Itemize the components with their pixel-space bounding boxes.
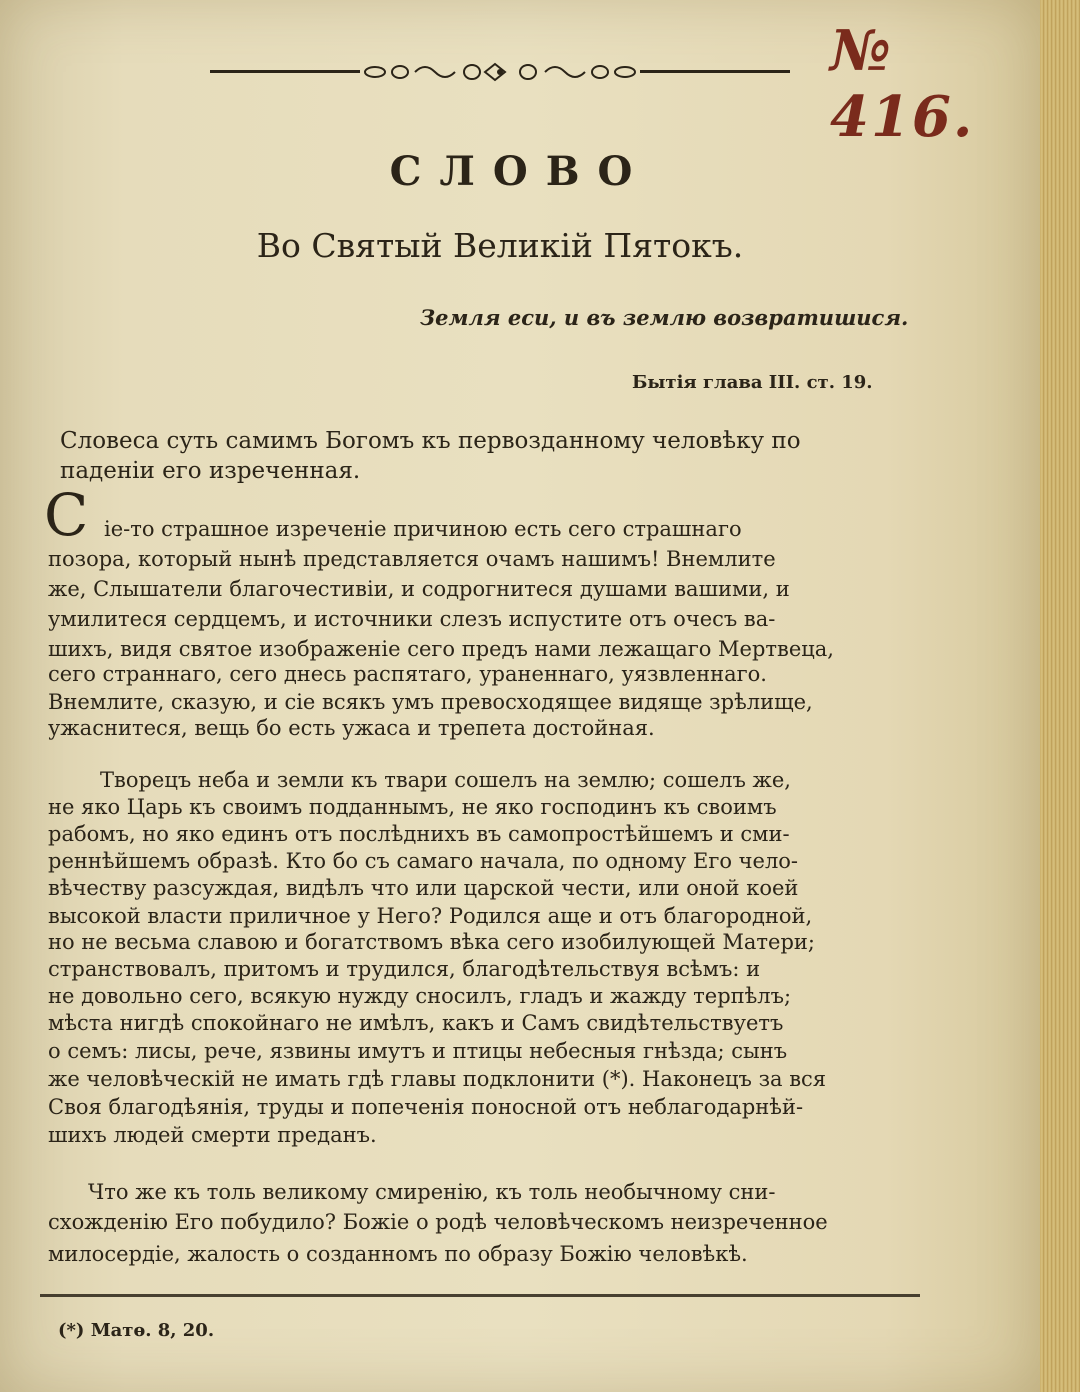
inventory-number-text: № 416. bbox=[830, 18, 975, 150]
text-line: схожденію Его побудило? Божіе о родѣ человѣческомъ неизреченное bbox=[48, 1210, 828, 1234]
text-line: шихъ, видя святое изображеніе сего предъ нами лежащаго Мертвеца, bbox=[48, 637, 834, 661]
text-line: не довольно сего, всякую нужду сносилъ, гладъ и жажду терпѣлъ; bbox=[48, 984, 792, 1008]
handwritten-inventory-number bbox=[800, 8, 1040, 150]
text-line: Творецъ неба и земли къ твари сошелъ на землю; сошелъ же, bbox=[100, 768, 791, 792]
page-stack-edge bbox=[1040, 0, 1080, 1392]
text-line: Словеса суть самимъ Богомъ къ первозданному человѣку по bbox=[60, 428, 801, 454]
text-line: сего страннаго, сего днесь распятаго, ураненнаго, уязвленнаго. bbox=[48, 662, 767, 686]
text-line: реннѣйшемъ образѣ. Кто бо съ самаго начала, по одному Его чело- bbox=[48, 849, 799, 873]
page-title: СЛОВО bbox=[389, 148, 651, 195]
text-line: же человѣческій не имать гдѣ главы подклонити (*). Наконецъ за вся bbox=[48, 1067, 827, 1091]
text-line: ужаснитеся, вещь бо есть ужаса и трепета достойная. bbox=[48, 716, 655, 740]
text-line: же, Слышатели благочестивіи, и содрогнитеся душами вашими, и bbox=[48, 577, 790, 601]
drop-cap: С bbox=[44, 481, 89, 549]
text-line: милосердіе, жалость о созданномъ по образу Божію человѣкѣ. bbox=[48, 1242, 748, 1266]
text-line: высокой власти приличное у Него? Родился аще и отъ благородной, bbox=[48, 904, 813, 928]
page-subtitle: Во Святый Великій Пятокъ. bbox=[256, 226, 744, 265]
text-line: не яко Царь къ своимъ подданнымъ, не яко господинъ къ своимъ bbox=[48, 795, 777, 819]
footnote: (*) Матѳ. 8, 20. bbox=[58, 1320, 215, 1341]
text-line: Своя благодѣянія, труды и попеченія поносной отъ неблагодарнѣй- bbox=[48, 1095, 804, 1119]
header-ornament bbox=[210, 58, 790, 86]
text-line: о семъ: лисы, рече, язвины имутъ и птицы небесныя гнѣзда; сынъ bbox=[48, 1039, 788, 1063]
text-line: вѣчеству разсуждая, видѣлъ что или царской чести, или оной коей bbox=[48, 876, 799, 900]
text-line: Что же къ толь великому смиренію, къ толь необычному сни- bbox=[88, 1180, 776, 1204]
text-line: рабомъ, но яко единъ отъ послѣднихъ въ самопростѣйшемъ и сми- bbox=[48, 822, 790, 846]
footnote-rule bbox=[40, 1294, 920, 1297]
text-line: позора, который нынѣ представляется очамъ нашимъ! Внемлите bbox=[48, 547, 776, 571]
text-line: Внемлите, сказую, и сіе всякъ умъ превосходящее видяще зрѣлище, bbox=[48, 690, 813, 714]
text-line: мѣста нигдѣ спокойнаго не имѣлъ, какъ и Самъ свидѣтельствуетъ bbox=[48, 1011, 784, 1035]
epigraph-reference: Бытія глава III. ст. 19. bbox=[632, 372, 873, 393]
text-line: странствовалъ, притомъ и трудился, благодѣтельствуя всѣмъ: и bbox=[48, 957, 761, 981]
epigraph: Земля еси, и въ землю возвратишися. bbox=[420, 305, 909, 330]
text-line: паденіи его изреченная. bbox=[60, 458, 361, 484]
text-line: іе-то страшное изреченіе причиною есть сего страшнаго bbox=[104, 517, 742, 541]
text-line: но не весьма славою и богатствомъ вѣка сего изобилующей Матери; bbox=[48, 930, 815, 954]
text-line: умилитеся сердцемъ, и источники слезъ испустите отъ очесъ ва- bbox=[48, 607, 776, 631]
text-line: шихъ людей смерти преданъ. bbox=[48, 1123, 377, 1147]
